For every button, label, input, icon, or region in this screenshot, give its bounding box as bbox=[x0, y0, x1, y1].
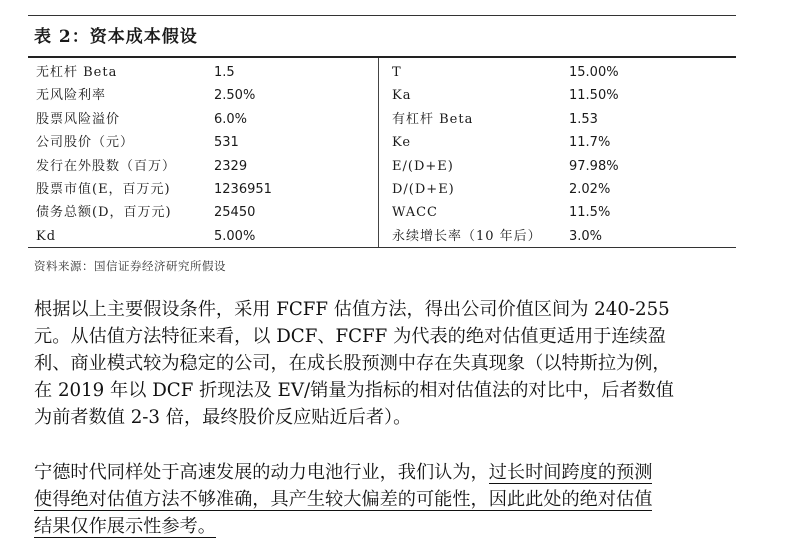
right-param-label: 永续增长率（10 年后） bbox=[392, 228, 542, 244]
right-param-label: Ka bbox=[392, 88, 412, 104]
left-param-value: 5.00% bbox=[214, 228, 256, 244]
underlined-text: 过长时间跨度的预测 bbox=[488, 462, 653, 483]
underlined-text: 使得绝对估值方法不够准确，具产生较大偏差的可能性，因此此处的绝对估值 bbox=[34, 489, 653, 510]
table-bottom-rule bbox=[28, 247, 736, 248]
right-param-label: WACC bbox=[392, 205, 438, 221]
left-param-label: 无杠杆 Beta bbox=[36, 65, 118, 80]
right-param-label: E/(D+E) bbox=[392, 158, 454, 174]
right-param-value: 97.98% bbox=[569, 158, 619, 174]
underlined-text: 结果仅作展示性参考。 bbox=[34, 516, 216, 537]
paragraph-text: 宁德时代同样处于高速发展的动力电池行业，我们认为， bbox=[34, 462, 489, 483]
paragraph-line: 为前者数值 2-3 倍，最终股价反应贴近后者）。 bbox=[34, 407, 412, 428]
table-source-note: 资料来源：国信证券经济研究所假设 bbox=[34, 259, 226, 273]
right-param-value: 11.7% bbox=[569, 135, 611, 151]
left-param-label: 无风险利率 bbox=[36, 88, 107, 104]
right-param-value: 3.0% bbox=[569, 228, 603, 244]
right-param-value: 15.00% bbox=[569, 65, 619, 80]
table-row bbox=[0, 61, 800, 84]
paragraph-line: 在 2019 年以 DCF 折现法及 EV/销量为指标的相对估值法的对比中，后者数值 bbox=[34, 380, 674, 401]
table-row bbox=[0, 108, 800, 131]
paragraph-line: 元。从估值方法特征来看，以 DCF、FCFF 为代表的绝对估值更适用于连续盈 bbox=[34, 326, 666, 347]
right-param-label: D/(D+E) bbox=[392, 182, 455, 197]
table-title: 表 2：资本成本假设 bbox=[34, 27, 198, 47]
table-top-rule bbox=[28, 15, 736, 16]
paragraph-line bbox=[34, 513, 750, 540]
table-row bbox=[0, 84, 800, 107]
left-param-value: 6.0% bbox=[214, 111, 248, 127]
right-param-value: 2.02% bbox=[569, 182, 611, 197]
table-row bbox=[0, 155, 800, 178]
left-param-value: 2.50% bbox=[214, 88, 256, 104]
left-param-value: 531 bbox=[214, 135, 239, 151]
table-row bbox=[0, 178, 800, 201]
left-param-label: 股票市值(E，百万元) bbox=[36, 182, 171, 197]
paragraph-line: 利、商业模式较为稳定的公司，在成长股预测中存在失真现象（以特斯拉为例， bbox=[34, 353, 671, 374]
left-param-label: Kd bbox=[36, 228, 57, 244]
left-param-label: 债务总额(D，百万元) bbox=[36, 205, 172, 221]
table-row bbox=[0, 201, 800, 224]
table-row bbox=[0, 225, 800, 248]
paragraph-line bbox=[34, 459, 750, 486]
left-param-value: 25450 bbox=[214, 205, 256, 221]
table-row bbox=[0, 131, 800, 154]
left-param-label: 发行在外股数（百万） bbox=[36, 158, 177, 174]
paragraph-line bbox=[34, 486, 750, 513]
left-param-label: 公司股价（元） bbox=[36, 135, 135, 151]
right-param-value: 11.5% bbox=[569, 205, 611, 221]
paragraph-line: 根据以上主要假设条件，采用 FCFF 估值方法，得出公司价值区间为 240-255 bbox=[34, 299, 670, 320]
right-param-label: T bbox=[392, 65, 402, 80]
table-header-rule bbox=[28, 56, 736, 58]
paragraph-conclusion bbox=[34, 459, 750, 540]
left-param-value: 1.5 bbox=[214, 65, 235, 80]
right-param-label: 有杠杆 Beta bbox=[392, 111, 474, 127]
left-param-value: 2329 bbox=[214, 158, 248, 174]
left-param-label: 股票风险溢价 bbox=[36, 111, 121, 127]
left-param-value: 1236951 bbox=[214, 182, 272, 197]
paragraph-valuation bbox=[34, 296, 750, 431]
right-param-value: 1.53 bbox=[569, 111, 598, 127]
right-param-value: 11.50% bbox=[569, 88, 619, 104]
right-param-label: Ke bbox=[392, 135, 412, 151]
